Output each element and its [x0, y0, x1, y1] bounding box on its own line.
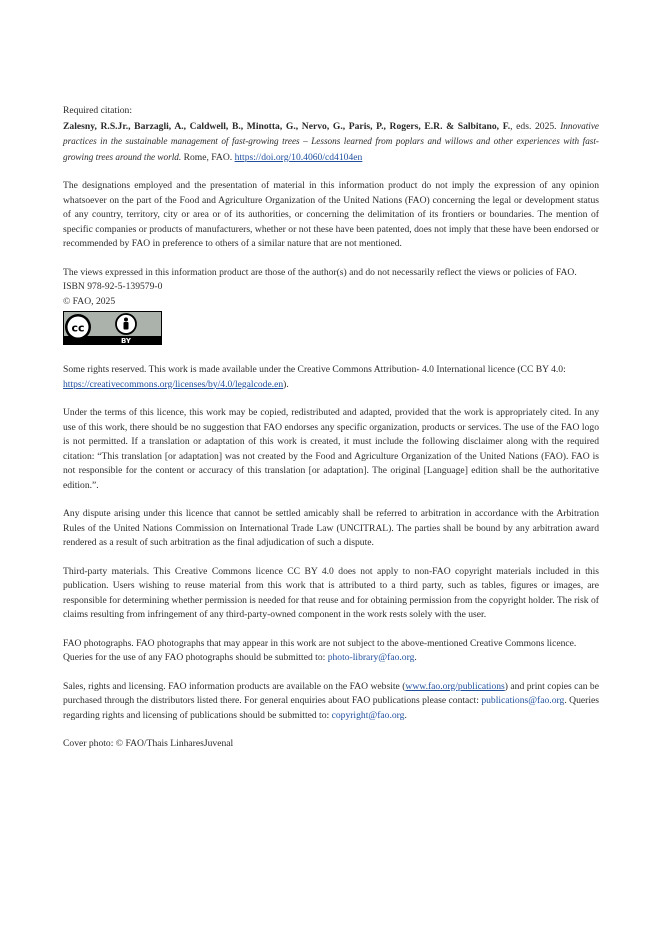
- designations-paragraph: The designations employed and the presentation of material in this information product do not imply the expression of any opinion whatsoever on the part of the Food and Agriculture Organization of the United Nations (FAO) concerning the legal or development status of any country, territory, city or area or of its authorities, or concerning the delimitation of its frontiers or boundaries. The mention of specific companies or products of manufacturers, whether or not these have been patented, does not imply that these have been endorsed or recommended by FAO in preference to others of a similar nature that are not mentioned.: [63, 180, 599, 249]
- cc-text: cc: [71, 321, 85, 335]
- by-text: BY: [120, 337, 132, 345]
- cover-photo-credit: Cover photo: © FAO/Thais LinharesJuvenal: [63, 738, 234, 749]
- sales-end: .: [404, 709, 407, 721]
- terms-paragraph: Under the terms of this licence, this work may be copied, redistributed and adapted, provided that the work is appropriately cited. In any use of this work, there should be no suggestion that FAO endorses any specific organization, products or services. The use of the FAO logo is not permitted. If a translation or adaptation of this work is created, it must include the following disclaimer along with the required citation: “This translation [or adaptation] was not created by the Food and Agriculture Organization of the United Nations (FAO). FAO is not responsible for the content or accuracy of this translation [or adaptation]. The original [Language] edition shall be the authoritative edition.”.: [63, 407, 599, 491]
- citation-publisher: Rome, FAO.: [181, 151, 235, 163]
- citation-authors: Zalesny, R.S.Jr., Barzagli, A., Caldwell, B., Minotta, G., Nervo, G., Paris, P., Rogers, E.R. & Salbitano, F.: [63, 120, 511, 132]
- sales-text-a: Sales, rights and licensing. FAO information products are available on the FAO website (: [63, 680, 406, 692]
- rights-paragraph: [63, 363, 599, 392]
- photographs-end: .: [414, 652, 417, 663]
- citation-eds-year: , eds. 2025.: [510, 120, 557, 132]
- photographs-paragraph: [63, 637, 599, 666]
- rights-text-end: ).: [283, 378, 289, 390]
- rights-text: Some rights reserved. This work is made available under the Creative Commons Attribution- 4.0 International licence (CC BY 4.0:: [63, 364, 566, 375]
- photographs-text: FAO photographs. FAO photographs that may appear in this work are not subject to the above-mentioned Creative Commons licence. Queries for the use of any FAO photographs should be submitted to:: [63, 637, 577, 663]
- citation-title: Innovative practices in the sustainable management of fast-growing trees – Lessons learned from poplars and willows and other experiences with fast-growing trees around the world.: [63, 120, 600, 162]
- photo-library-email-link[interactable]: photo-library@fao.org: [327, 652, 415, 663]
- copyright-page: [63, 104, 599, 752]
- isbn: ISBN 978-92-5-139579-0: [63, 281, 163, 292]
- third-party-paragraph: Third-party materials. This Creative Commons licence CC BY 4.0 does not apply to non-FAO copyright materials included in this publication. Users wishing to reuse material from this work that is attributed to a third party, such as tables, figures or images, are responsible for determining whether permission is needed for that reuse and for obtaining permission from the copyright holder. The risk of claims resulting from infringement of any third-party-owned component in the work rests solely with the user.: [63, 565, 599, 620]
- dispute-paragraph: Any dispute arising under this licence that cannot be settled amicably shall be referred to arbitration in accordance with the Arbitration Rules of the United Nations Commission on International Trade Law (UNCITRAL). The parties shall be bound by any arbitration award rendered as a result of such arbitration as the final adjudication of such a dispute.: [63, 508, 599, 548]
- copyright-email-link[interactable]: copyright@fao.org: [331, 709, 405, 721]
- sales-text-c: . Queries regarding rights and licensing of publications should be submitted to:: [63, 695, 599, 721]
- publications-email-link[interactable]: publications@fao.org: [481, 695, 565, 706]
- fao-publications-link[interactable]: www.fao.org/publications: [405, 680, 505, 692]
- doi-link[interactable]: https://doi.org/10.4060/cd4104en: [234, 151, 363, 163]
- copyright-notice: © FAO, 2025: [63, 295, 116, 307]
- sales-paragraph: [63, 680, 599, 724]
- citation-label: Required citation:: [63, 105, 133, 116]
- cc-by-license-badge[interactable]: [63, 311, 162, 345]
- citation-block: [63, 119, 599, 166]
- views-paragraph: The views expressed in this information product are those of the author(s) and do not necessarily reflect the views or policies of FAO.: [63, 266, 577, 278]
- cc-license-link[interactable]: https://creativecommons.org/licenses/by/4.0/legalcode.en: [63, 378, 284, 390]
- sales-text-b: ) and print copies can be purchased through the distributors listed there. For general enquiries about FAO publications please contact:: [63, 680, 599, 706]
